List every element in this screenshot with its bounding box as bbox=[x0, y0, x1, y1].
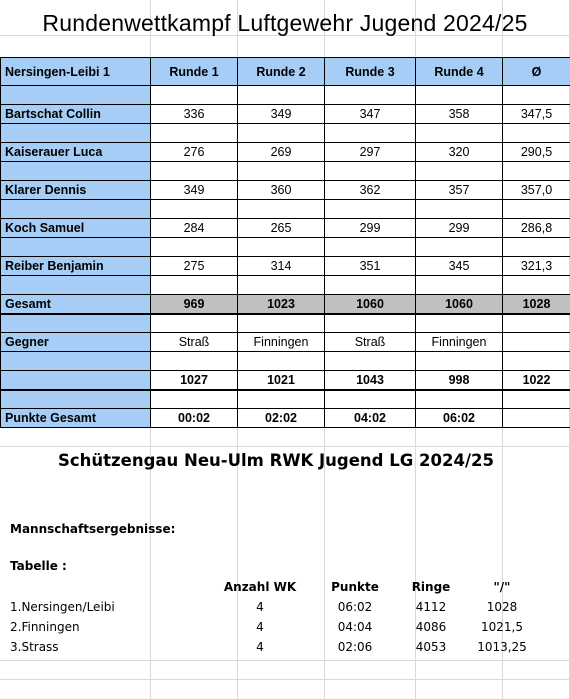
team-name-header: Nersingen-Leibi 1 bbox=[1, 58, 151, 86]
spacer-row bbox=[1, 352, 570, 371]
points-cell: 04:02 bbox=[325, 409, 416, 428]
standings-team: 1.Nersingen/Leibi bbox=[10, 600, 115, 614]
table-row bbox=[1, 105, 570, 124]
total-cell: 1023 bbox=[238, 295, 325, 314]
table-row bbox=[1, 181, 570, 200]
score-cell: 320 bbox=[416, 143, 503, 162]
round-3-header: Runde 3 bbox=[325, 58, 416, 86]
spacer-row bbox=[1, 276, 570, 295]
standings-average: 1013,25 bbox=[477, 640, 527, 654]
score-cell: 336 bbox=[151, 105, 238, 124]
total-label: Gesamt bbox=[1, 295, 151, 314]
average-cell: 357,0 bbox=[503, 181, 570, 200]
average-cell: 290,5 bbox=[503, 143, 570, 162]
results-table bbox=[0, 57, 570, 428]
opponent-score-row bbox=[1, 371, 570, 390]
round-4-header: Runde 4 bbox=[416, 58, 503, 86]
points-row bbox=[1, 409, 570, 428]
score-cell: 360 bbox=[238, 181, 325, 200]
score-cell: 362 bbox=[325, 181, 416, 200]
points-cell: 02:02 bbox=[238, 409, 325, 428]
table-label: Tabelle : bbox=[10, 559, 67, 573]
column-header-rings: Ringe bbox=[411, 580, 451, 594]
standings-team: 2.Finningen bbox=[10, 620, 80, 634]
standings-wk: 4 bbox=[256, 620, 264, 634]
opponent-score-cell: 998 bbox=[416, 371, 503, 390]
league-title: Schützengau Neu-Ulm RWK Jugend LG 2024/25 bbox=[58, 451, 494, 470]
score-cell: 265 bbox=[238, 219, 325, 238]
header-row bbox=[1, 58, 570, 86]
opponent-row bbox=[1, 333, 570, 352]
spacer-row bbox=[1, 314, 570, 333]
average-header: Ø bbox=[503, 58, 570, 86]
shooter-name: Klarer Dennis bbox=[1, 181, 151, 200]
score-cell: 349 bbox=[238, 105, 325, 124]
spacer-row bbox=[1, 162, 570, 181]
score-cell: 284 bbox=[151, 219, 238, 238]
shooter-name: Koch Samuel bbox=[1, 219, 151, 238]
score-cell: 357 bbox=[416, 181, 503, 200]
opponent-label: Gegner bbox=[1, 333, 151, 352]
spacer-row bbox=[1, 124, 570, 143]
opponent-average-cell: 1022 bbox=[503, 371, 570, 390]
score-cell: 275 bbox=[151, 257, 238, 276]
total-cell: 969 bbox=[151, 295, 238, 314]
opponent-score-cell: 1043 bbox=[325, 371, 416, 390]
table-row bbox=[1, 257, 570, 276]
shooter-name: Kaiserauer Luca bbox=[1, 143, 151, 162]
spacer-row bbox=[1, 390, 570, 409]
standings-average: 1028 bbox=[486, 600, 518, 614]
opponent-cell: Finningen bbox=[416, 333, 503, 352]
score-cell: 276 bbox=[151, 143, 238, 162]
standings-wk: 4 bbox=[256, 640, 264, 654]
standings-rings: 4086 bbox=[415, 620, 447, 634]
score-cell: 269 bbox=[238, 143, 325, 162]
opponent-score-cell: 1021 bbox=[238, 371, 325, 390]
page-title: Rundenwettkampf Luftgewehr Jugend 2024/25 bbox=[42, 10, 528, 36]
standings-points: 02:06 bbox=[337, 640, 373, 654]
table-row bbox=[1, 219, 570, 238]
round-2-header: Runde 2 bbox=[238, 58, 325, 86]
score-cell: 347 bbox=[325, 105, 416, 124]
total-average-cell: 1028 bbox=[503, 295, 570, 314]
table-row bbox=[1, 143, 570, 162]
column-header-points: Punkte bbox=[331, 580, 379, 594]
round-1-header: Runde 1 bbox=[151, 58, 238, 86]
score-cell: 299 bbox=[325, 219, 416, 238]
points-label: Punkte Gesamt bbox=[1, 409, 151, 428]
standings-rings: 4112 bbox=[415, 600, 447, 614]
standings-rings: 4053 bbox=[415, 640, 447, 654]
average-cell: 286,8 bbox=[503, 219, 570, 238]
standings-points: 06:02 bbox=[337, 600, 373, 614]
points-cell: 00:02 bbox=[151, 409, 238, 428]
spacer-row bbox=[1, 86, 570, 105]
standings-wk: 4 bbox=[256, 600, 264, 614]
score-cell: 314 bbox=[238, 257, 325, 276]
shooter-name: Reiber Benjamin bbox=[1, 257, 151, 276]
section-heading: Mannschaftsergebnisse: bbox=[10, 522, 176, 536]
average-cell: 347,5 bbox=[503, 105, 570, 124]
average-cell: 321,3 bbox=[503, 257, 570, 276]
score-cell: 297 bbox=[325, 143, 416, 162]
total-cell: 1060 bbox=[416, 295, 503, 314]
shooter-name: Bartschat Collin bbox=[1, 105, 151, 124]
standings-points: 04:04 bbox=[337, 620, 373, 634]
total-cell: 1060 bbox=[325, 295, 416, 314]
spacer-row bbox=[1, 200, 570, 219]
opponent-cell: Straß bbox=[325, 333, 416, 352]
column-header-average: "/" bbox=[493, 580, 511, 594]
opponent-score-cell: 1027 bbox=[151, 371, 238, 390]
score-cell: 345 bbox=[416, 257, 503, 276]
standings-team: 3.Strass bbox=[10, 640, 59, 654]
score-cell: 299 bbox=[416, 219, 503, 238]
opponent-cell: Finningen bbox=[238, 333, 325, 352]
score-cell: 351 bbox=[325, 257, 416, 276]
opponent-cell: Straß bbox=[151, 333, 238, 352]
spacer-row bbox=[1, 238, 570, 257]
standings-average: 1021,5 bbox=[481, 620, 523, 634]
score-cell: 358 bbox=[416, 105, 503, 124]
column-header-wk: Anzahl WK bbox=[223, 580, 297, 594]
score-cell: 349 bbox=[151, 181, 238, 200]
points-cell: 06:02 bbox=[416, 409, 503, 428]
total-row bbox=[1, 295, 570, 314]
